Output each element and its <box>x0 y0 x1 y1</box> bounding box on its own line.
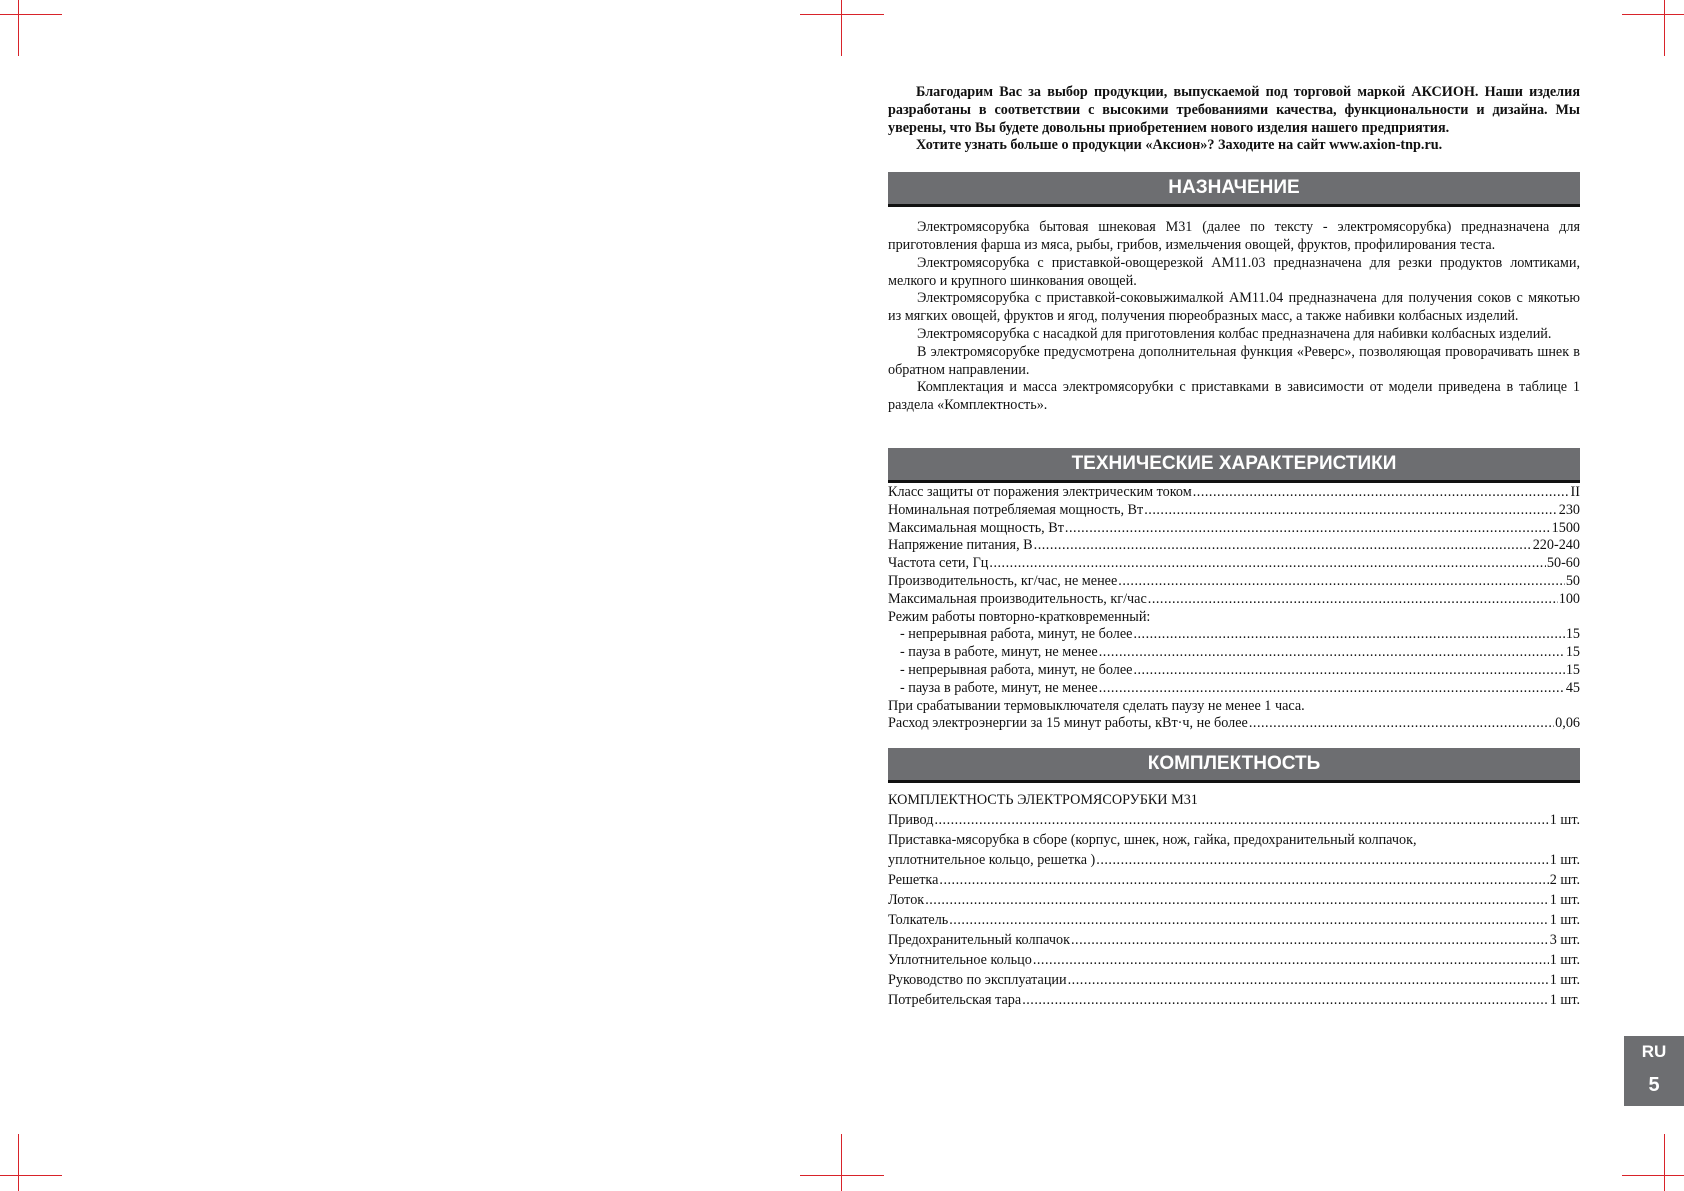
spec-row-value: 1500 <box>1551 519 1580 536</box>
kit-row <box>888 850 1580 870</box>
dot-leader <box>1133 662 1564 680</box>
mode-row-value: 45 <box>1565 679 1580 696</box>
kit-row <box>888 970 1580 990</box>
dot-leader <box>1099 644 1565 662</box>
purpose-paragraph: Электромясорубка с приставкой-соковыжималкой АМ11.04 предназначена для получения соков с мякотью из мягких овощей, фруктов и ягод, получения пюреобразных масс, а также набивки колбасных изделий. <box>888 290 1580 325</box>
purpose-section <box>888 219 1580 415</box>
spec-row <box>888 537 1580 555</box>
spec-row-label: Производительность, кг/час, не менее <box>888 572 1118 589</box>
purpose-paragraph: Электромясорубка с насадкой для приготовления колбас предназначена для набивки колбасных изделий. <box>917 325 1552 342</box>
kit-row <box>888 930 1580 950</box>
spec-row <box>888 484 1580 502</box>
spec-row <box>888 555 1580 573</box>
dot-leader <box>1148 591 1558 609</box>
kit-row-label: Уплотнительное кольцо <box>888 951 1032 968</box>
page-tab <box>1624 1036 1684 1106</box>
spec-row <box>888 502 1580 520</box>
mode-row <box>888 626 1580 644</box>
spec-row-value: II <box>1570 483 1580 500</box>
mode-row <box>888 644 1580 662</box>
spec-row <box>888 573 1580 591</box>
kit-row-value: 1 шт. <box>1549 911 1580 928</box>
dot-leader <box>925 890 1549 910</box>
kit-row-value: 1 шт. <box>1549 951 1580 968</box>
kit-row-value: 2 шт. <box>1549 871 1580 888</box>
mode-row-label: - непрерывная работа, минут, не более <box>900 626 1133 643</box>
kit-row-value: 1 шт. <box>1549 891 1580 908</box>
spec-row-value: 220-240 <box>1532 537 1580 554</box>
purpose-paragraph: Комплектация и масса электромясорубки с приставками в зависимости от модели приведена в таблице 1 раздела «Комплектность». <box>888 379 1580 414</box>
purpose-paragraph: В электромясорубке предусмотрена дополнительная функция «Реверс», позволяющая проворачивать шнек в обратном направлении. <box>888 343 1580 378</box>
mode-row <box>888 680 1580 698</box>
mode-row-label: - пауза в работе, минут, не менее <box>900 644 1098 661</box>
kit-row <box>888 890 1580 910</box>
specs-heading: ТЕХНИЧЕСКИЕ ХАРАКТЕРИСТИКИ <box>888 448 1580 483</box>
dot-leader <box>1068 970 1549 990</box>
dot-leader <box>1096 850 1548 870</box>
energy-row-label: Расход электроэнергии за 15 минут работы, кВт·ч, не более <box>888 715 1248 732</box>
kit-row-value: 1 шт. <box>1549 991 1580 1008</box>
dot-leader <box>1033 950 1549 970</box>
kit-row-value: 1 шт. <box>1549 851 1580 868</box>
intro-paragraph: Благодарим Вас за выбор продукции, выпускаемой под торговой маркой АКСИОН. Наши изделия разработаны в соответствии с высокими требованиями качества, функциональности и дизайна. Мы уверены, что Вы будете довольны приобретением нового изделия нашего предприятия. <box>888 84 1580 136</box>
kit-row <box>888 870 1580 890</box>
kit-row-label: Потребительская тара <box>888 991 1022 1008</box>
kit-row-label: уплотнительное кольцо, решетка ) <box>888 851 1096 868</box>
kit-row-label: Привод <box>888 811 934 828</box>
dot-leader <box>1144 502 1558 520</box>
dot-leader <box>1193 484 1570 502</box>
kit-row <box>888 990 1580 1010</box>
spec-row-label: Частота сети, Гц <box>888 555 989 572</box>
purpose-heading: НАЗНАЧЕНИЕ <box>888 172 1580 207</box>
dot-leader <box>1099 680 1565 698</box>
mode-row-label: - пауза в работе, минут, не менее <box>900 679 1098 696</box>
kit-row-label: Лоток <box>888 891 925 908</box>
mode-heading: Режим работы повторно-кратковременный: <box>888 608 1151 625</box>
purpose-paragraph: Электромясорубка бытовая шнековая М31 (далее по тексту - электромясорубка) предназначена для приготовления фарша из мяса, рыбы, грибов, измельчения овощей, фруктов, профилирования теста. <box>888 219 1580 253</box>
kit-row-label: Приставка-мясорубка в сборе (корпус, шнек, нож, гайка, предохранительный колпачок, <box>888 831 1417 848</box>
purpose-paragraph: Электромясорубка с приставкой-овощерезкой АМ11.03 предназначена для резки продуктов ломтиками, мелкого и крупного шинкования овощей. <box>888 254 1580 289</box>
kit-row-label: Решетка <box>888 871 939 888</box>
thermo-note: При срабатывании термовыключателя сделать паузу не менее 1 часа. <box>888 697 1305 714</box>
dot-leader <box>939 870 1548 890</box>
kit-section <box>888 792 1580 1010</box>
dot-leader <box>1071 930 1549 950</box>
kit-row <box>888 950 1580 970</box>
dot-leader <box>1065 520 1551 538</box>
kit-row <box>888 910 1580 930</box>
mode-row <box>888 662 1580 680</box>
page-content <box>888 84 1580 1010</box>
energy-row <box>888 715 1580 733</box>
kit-subtitle: КОМПЛЕКТНОСТЬ ЭЛЕКТРОМЯСОРУБКИ М31 <box>888 792 1198 809</box>
spec-row <box>888 520 1580 538</box>
intro-section <box>888 84 1580 155</box>
spec-row-value: 230 <box>1558 501 1580 518</box>
spec-row-label: Напряжение питания, В <box>888 537 1033 554</box>
kit-row <box>888 830 1580 850</box>
language-label: RU <box>1641 1042 1667 1061</box>
energy-row-value: 0,06 <box>1555 715 1580 732</box>
kit-row-value: 1 шт. <box>1549 811 1580 828</box>
spec-row-value: 100 <box>1558 590 1580 607</box>
dot-leader <box>1034 537 1532 555</box>
website-line: Хотите узнать больше о продукции «Аксион»? Заходите на сайт www.axion-tnp.ru. <box>916 137 1443 154</box>
spec-row-value: 50 <box>1565 572 1580 589</box>
spec-row-label: Максимальная мощность, Вт <box>888 519 1064 536</box>
page-number: 5 <box>1648 1074 1660 1096</box>
dot-leader <box>1133 626 1564 644</box>
mode-row-value: 15 <box>1565 644 1580 661</box>
kit-row-label: Руководство по эксплуатации <box>888 971 1067 988</box>
kit-heading: КОМПЛЕКТНОСТЬ <box>888 748 1580 783</box>
dot-leader <box>934 810 1548 830</box>
spec-row <box>888 591 1580 609</box>
dot-leader <box>989 555 1545 573</box>
kit-row <box>888 810 1580 830</box>
dot-leader <box>1022 990 1549 1010</box>
spec-row-label: Класс защиты от поражения электрическим током <box>888 483 1192 500</box>
mode-row-label: - непрерывная работа, минут, не более <box>900 661 1133 678</box>
dot-leader <box>1249 715 1554 733</box>
dot-leader <box>949 910 1549 930</box>
kit-row-label: Предохранительный колпачок <box>888 931 1070 948</box>
kit-row-value: 1 шт. <box>1549 971 1580 988</box>
spec-row-value: 50-60 <box>1546 555 1580 572</box>
mode-row-value: 15 <box>1565 661 1580 678</box>
specs-section <box>888 484 1580 733</box>
spec-row-label: Максимальная производительность, кг/час <box>888 590 1147 607</box>
dot-leader <box>1118 573 1565 591</box>
kit-row-label: Толкатель <box>888 911 949 928</box>
kit-row-value: 3 шт. <box>1549 931 1580 948</box>
mode-row-value: 15 <box>1565 626 1580 643</box>
spec-row-label: Номинальная потребляемая мощность, Вт <box>888 501 1144 518</box>
